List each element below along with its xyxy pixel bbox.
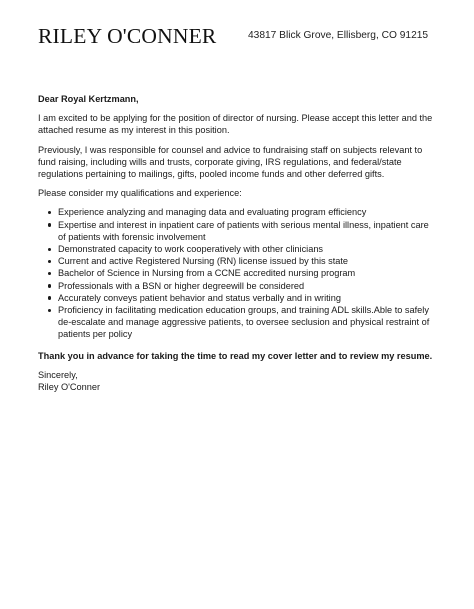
qualifications-list: [38, 206, 438, 340]
list-item: Professionals with a BSN or higher degreewill be considered: [50, 280, 438, 292]
list-item: Current and active Registered Nursing (RN) license issued by this state: [50, 255, 438, 267]
list-item: Expertise and interest in inpatient care of patients with serious mental illness, inpatient care of patients with forensic involvement: [50, 219, 438, 243]
list-item: Experience analyzing and managing data and evaluating program efficiency: [50, 206, 438, 218]
thank-you-paragraph: Thank you in advance for taking the time to read my cover letter and to review my resume.: [38, 350, 433, 361]
qualifications-lead-in: Please consider my qualifications and experience:: [38, 188, 242, 199]
salutation: Dear Royal Kertzmann,: [38, 94, 139, 104]
applicant-name: RILEY O'CONNER: [38, 24, 217, 48]
experience-paragraph: Previously, I was responsible for counsel and advice to fundraising staff on subjects relevant to fund raising, including wills and trusts, corporate giving, IRS regulations, and federal/state regulations pertaining to mailings, gifts, pooled income funds and other deferred gifts.: [38, 144, 423, 180]
list-item: Bachelor of Science in Nursing from a CCNE accredited nursing program: [50, 267, 438, 279]
signature-name: Riley O'Conner: [38, 382, 101, 393]
list-item: Demonstrated capacity to work cooperatively with other clinicians: [50, 243, 438, 255]
letter-header: [38, 24, 438, 52]
letter-body: [38, 93, 438, 393]
list-item: Proficiency in facilitating medication education groups, and training ADL skills.Able to safely de-escalate and manage aggressive patients, to oversee seclusion and physical restraint of patients per policy: [50, 304, 438, 341]
list-item: Accurately conveys patient behavior and status verbally and in writing: [50, 292, 438, 304]
closing: Sincerely,: [38, 369, 78, 380]
intro-paragraph: I am excited to be applying for the position of director of nursing. Please accept this letter and the attached resume as my interest in this position.: [38, 113, 433, 136]
applicant-address: 43817 Blick Grove, Ellisberg, CO 91215: [248, 30, 429, 41]
